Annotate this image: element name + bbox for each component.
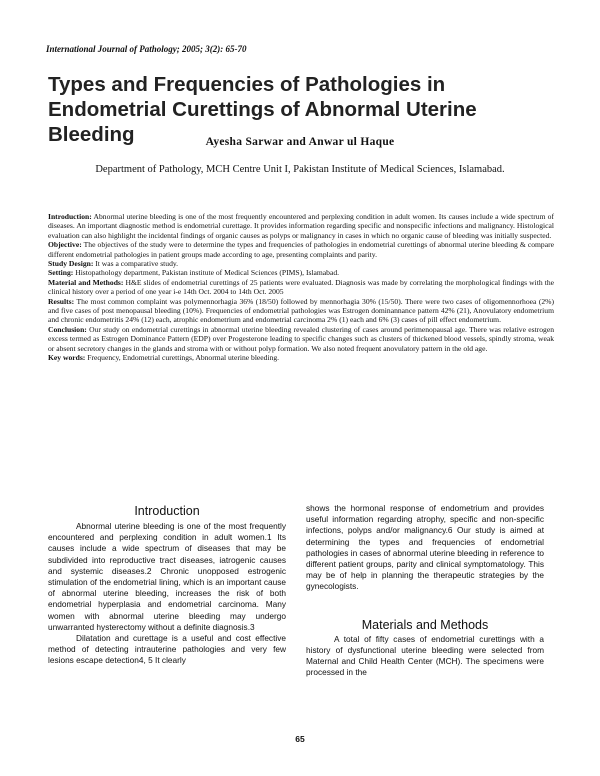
abstract-text: H&E slides of endometrial curettings of 25 patients were evaluated. Diagnosis was made by correlating the morphological findings with the clinical history over a period of one year i-e 14th Oct. 2004 to 14th Oct. 2005 [48, 277, 554, 297]
abstract-label: Key words: [48, 353, 86, 363]
abstract-label: Objective: [48, 240, 82, 250]
introduction-continued-paragraph: shows the hormonal response of endometrium and provides useful information regarding atrophy, specific and non-specific infections, polyps and/or malignancy.6 Our study is aimed at determining the types and frequencies of endometrial pathologies in cases of abnormal uterine bleeding in reference to different patient groups, parity and clinical symptomatology. This may be of help in planning the therapeutic strategies by the gynecologists. [306, 503, 544, 592]
abstract-text: It was a comparative study. [93, 259, 179, 269]
abstract-introduction [48, 212, 554, 240]
right-column [306, 503, 544, 678]
authors: Ayesha Sarwar and Anwar ul Haque [205, 136, 395, 148]
abstract-text: The objectives of the study were to determine the types and frequencies of pathologies in endometrial curettings of abnormal uterine bleeding & compare different endometrial pathologies in patient groups made according to age, presenting complaints and parity. [48, 240, 554, 259]
left-column [48, 503, 286, 667]
article-title: Types and Frequencies of Pathologies in Endometrial Curettings of Abnormal Uterine Bleeding [48, 73, 477, 146]
abstract-label: Study Design: [48, 259, 94, 269]
introduction-paragraph: Abnormal uterine bleeding is one of the most frequently encountered and perplexing condition in adult women.1 Its causes include a wide spectrum of diseases that may be subdivided into reproductive tract diseases, iatrogenic causes and systemic diseases.2 Chronic unopposed estrogenic stimulation of the endometrial lining, which is an important cause of abnormal uterine bleeding, increases the risk of both endometrial hyperplasia and endometrial carcinoma. Many women with abnormal uterine bleeding may undergo unwarranted hysterectomy without a definite diagnosis.3 [48, 521, 286, 632]
abstract-text: Abnormal uterine bleeding is one of the most frequently encountered and perplexing condition in adult women. Its causes include a wide spectrum of diseases. An important diagnostic method is endometrial curettage. It provides information regarding specific and nonspecific infections and malignancy. Histological evaluation can also highlight the incidental findings of organic causes as polyps or malignancy in cases in which no organic cause of bleeding was initially suspected. [48, 212, 554, 240]
abstract [48, 212, 554, 363]
abstract-text: Our study on endometrial curettings in abnormal uterine bleeding revealed clustering of cases around perimenopausal age. There was relative estrogen excess termed as Estrogen Dominance Pattern (EDP) over Progesterone leading to specific changes such as clusters of thickened blood vessels, spindly stroma, weak or absent secretory changes in the glands and stroma with or without polyp formation. We also noted frequent anovulatory pattern in the old age. [48, 324, 554, 353]
abstract-text: Frequency, Endometrial curettings, Abnormal uterine bleeding. [85, 353, 280, 363]
abstract-keywords [48, 353, 554, 362]
abstract-label: Setting: [48, 268, 74, 278]
abstract-label: Results: [48, 296, 75, 306]
abstract-methods [48, 278, 554, 297]
abstract-label: Material and Methods: [48, 277, 124, 287]
abstract-label: Conclusion: [48, 324, 87, 334]
methods-paragraph: A total of fifty cases of endometrial curettings with a history of dysfunctional uterine bleeding were selected from Maternal and Child Health Center (MCH). The specimens were processed in the [306, 633, 544, 678]
introduction-paragraph: Dilatation and curettage is a useful and cost effective method of detecting intrauterine pathologies and very few lesions escape detection4, 5 It clearly [48, 633, 286, 666]
abstract-label: Introduction: [48, 212, 92, 221]
page-number: 65 [295, 734, 305, 744]
abstract-text: Histopathology department, Pakistan institute of Medical Sciences (PIMS), Islamabad. [73, 268, 340, 278]
abstract-setting [48, 268, 554, 277]
methods-heading: Materials and Methods [361, 617, 489, 632]
abstract-objective [48, 240, 554, 259]
abstract-study-design [48, 259, 554, 268]
journal-reference: International Journal of Pathology; 2005; 3(2): 65-70 [46, 44, 247, 54]
abstract-results [48, 297, 554, 325]
abstract-conclusion [48, 325, 554, 353]
affiliation: Department of Pathology, MCH Centre Unit I, Pakistan Institute of Medical Sciences, Islamabad. [95, 164, 505, 175]
introduction-heading: Introduction [134, 504, 200, 518]
abstract-text: The most common complaint was polymennorhagia 36% (18/50) followed by mennorhagia 30% (15/50). There were two cases of oligomennorhoea (2%) and five cases of post menopausal bleeding (10%). Frequencies of endometrial pathologies was Estrogen dominannance pattern 42% (21), Anovulatory endometrium and chronic endometritis 24% (12) each, atrophic endometrium and endometrial carcinoma 2% (1) each and 6% (3) cases of pill effect endometrium. [48, 296, 554, 325]
